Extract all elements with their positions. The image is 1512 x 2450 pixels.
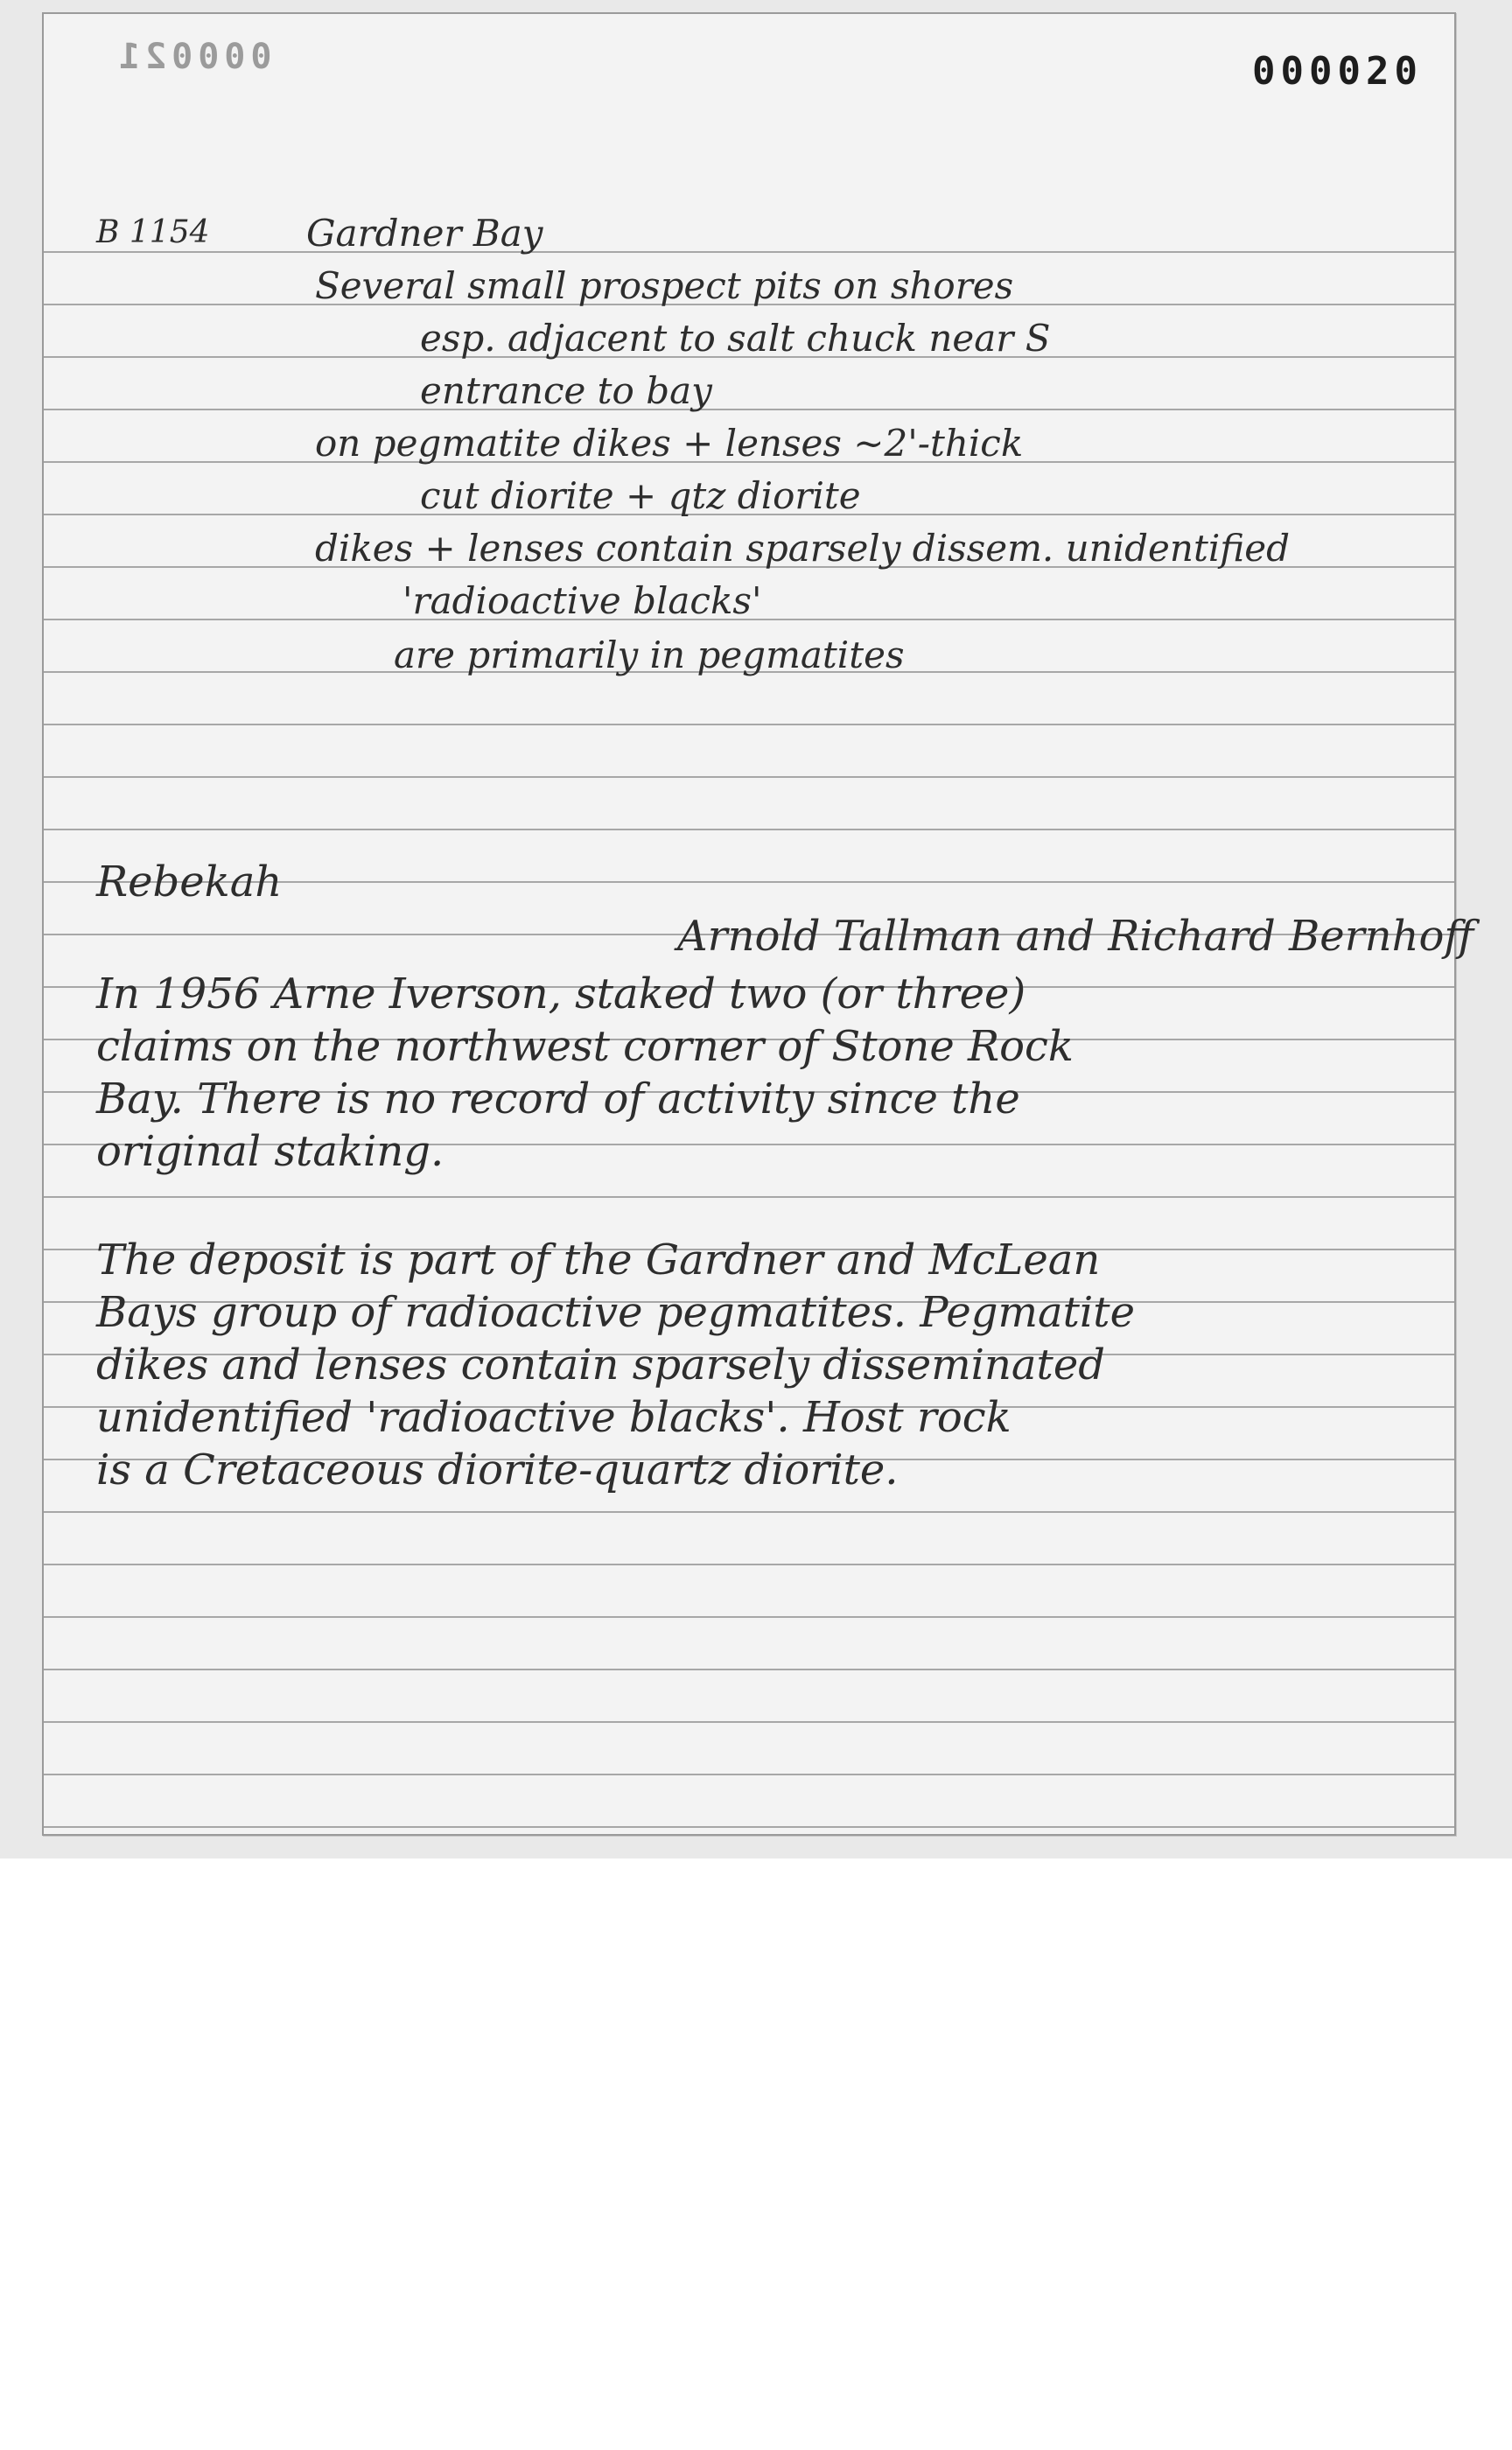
gardner-note-line: on pegmatite dikes + lenses ~2'-thick [315,422,1024,465]
history-line: claims on the northwest corner of Stone Rock [96,1022,1074,1071]
rebekah-title: Rebekah [96,858,283,906]
page-number-stamp: 000020 [1252,49,1423,94]
lined-note-card [42,12,1474,1836]
deposit-line: is a Cretaceous diorite-quartz diorite. [96,1446,899,1494]
gardner-note-line: esp. adjacent to salt chuck near S [420,317,1051,360]
history-line: In 1956 Arne Iverson, staked two (or three) [96,970,1026,1018]
gardner-note-line: Several small prospect pits on shores [315,264,1014,307]
gardner-note-line: cut diorite + qtz diorite [420,474,861,517]
deposit-line: unidentified 'radioactive blacks'. Host rock [96,1393,1012,1442]
deposit-line: dikes and lenses contain sparsely disseminated [96,1340,1105,1390]
page-number-stamp-faint: 000021 [114,37,272,77]
deposit-line: The deposit is part of the Gardner and McLean [96,1236,1101,1284]
blank-page-area [0,1858,1512,2450]
reference-number: B 1154 [96,214,210,250]
history-line: Bay. There is no record of activity since the [96,1074,1020,1124]
gardner-note-line: are primarily in pegmatites [394,634,905,676]
deposit-line: Bays group of radioactive pegmatites. Pegmatite [96,1288,1135,1337]
gardner-note-line: 'radioactive blacks' [402,579,762,622]
gardner-bay-title: Gardner Bay [306,212,543,255]
authors: Arnold Tallman and Richard Bernhoff [677,912,1474,961]
gardner-note-line: dikes + lenses contain sparsely dissem. unidentified [315,527,1291,570]
history-line: original staking. [96,1127,444,1176]
gardner-note-line: entrance to bay [420,369,712,412]
